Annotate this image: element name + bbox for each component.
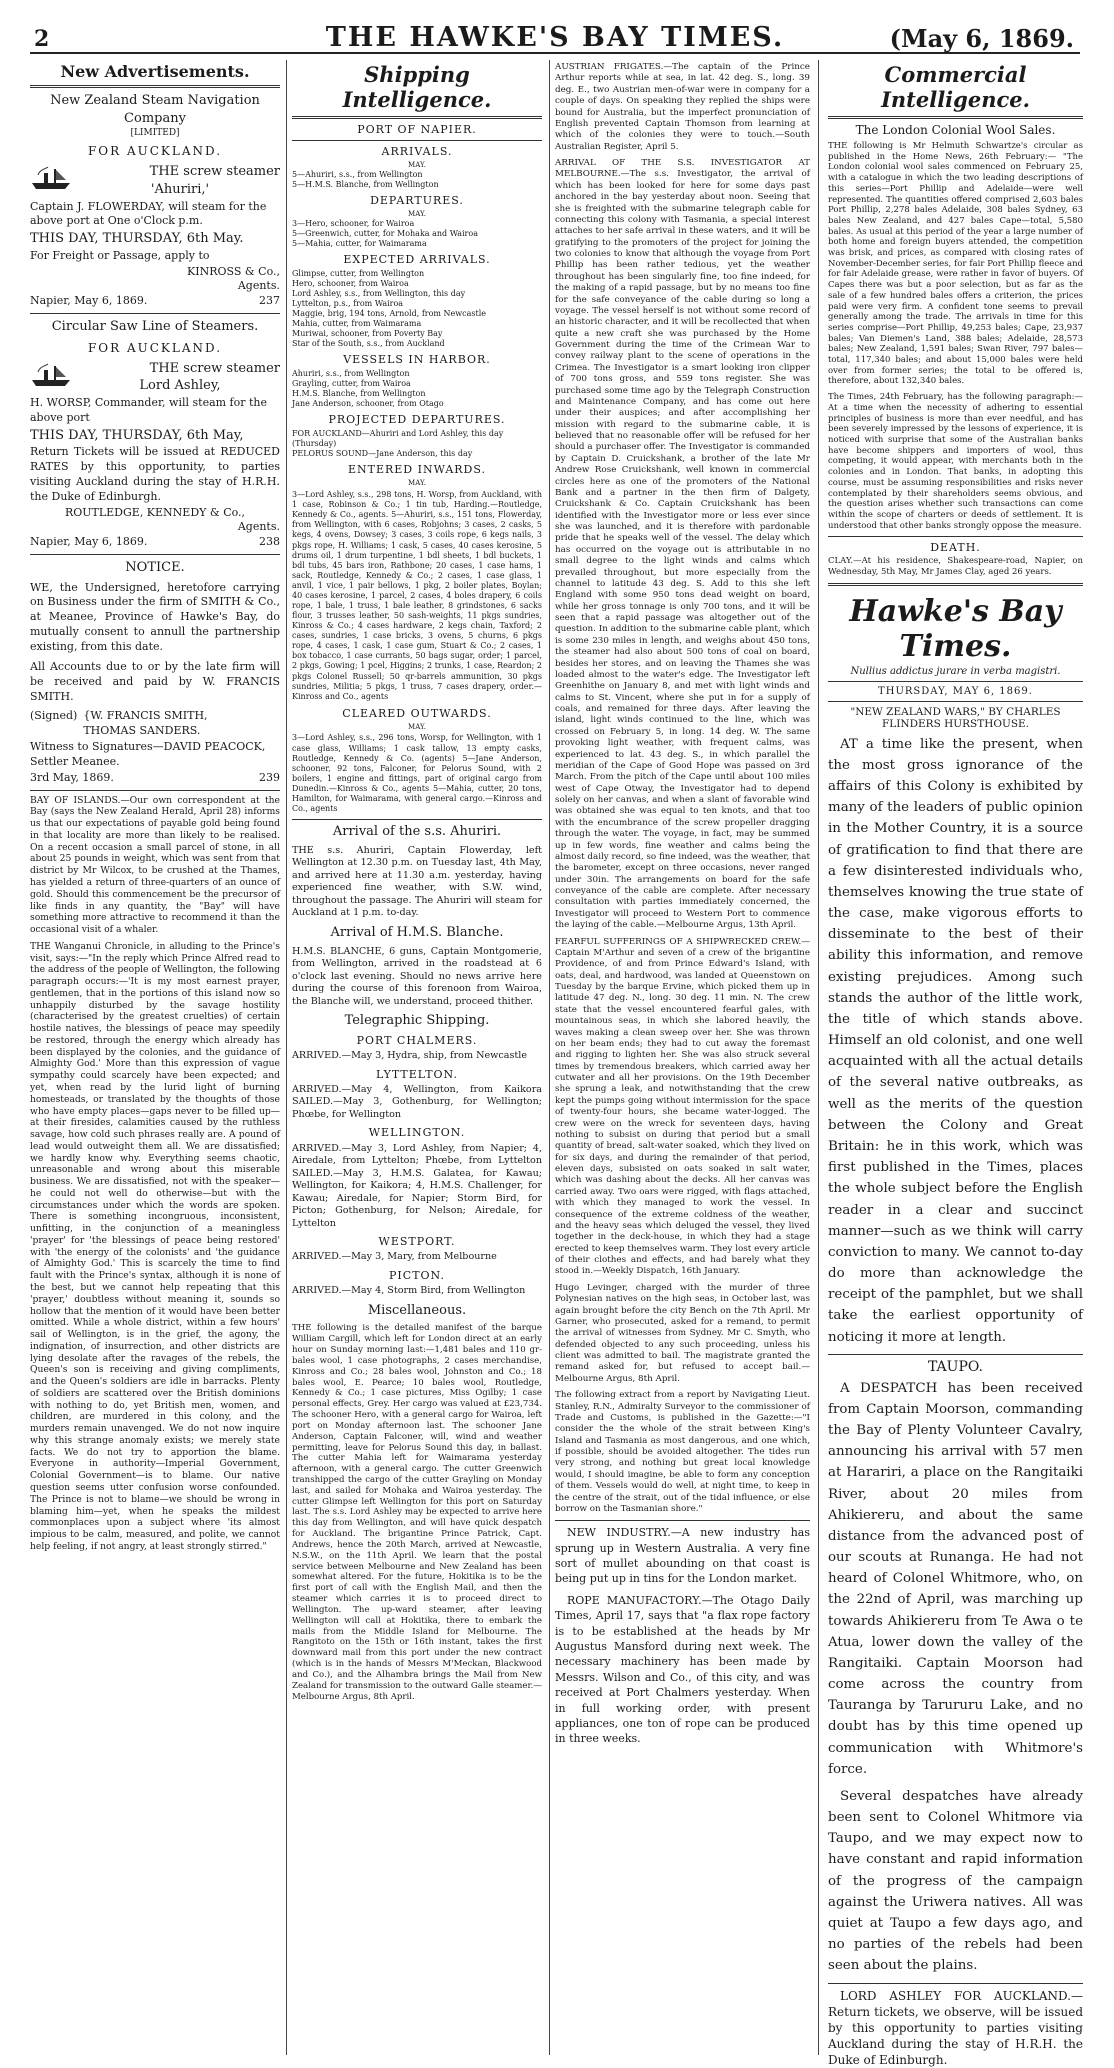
- column-1: [30, 60, 280, 2055]
- section-heading: New Advertisements.: [60, 62, 250, 81]
- telegraph-entry: ARRIVED.—May 3, Lord Ashley, from Napier; 4, Airedale, from Lyttelton; Phœbe, from Lyttelton SAILED.—May 3, H.M.S. Galatea, for Kawau; Wellington, for Kaikora; 4, H.M.S. Challenger, for Kawau; Airedale, for Napier; Storm Bird, for Picton; Gothenburg, for Nelson; Airedale, for Lyttelton: [292, 1142, 542, 1229]
- news-column-1: [30, 795, 280, 1553]
- ashley-article: [828, 1988, 1083, 2068]
- section-heading: Shipping Intelligence.: [342, 62, 492, 112]
- ad-body: H. WORSP, Commander, will steam for the above port: [30, 395, 268, 424]
- ad-agents: Agents.: [237, 279, 280, 293]
- death-heading: DEATH.: [930, 541, 981, 555]
- column-4: [828, 60, 1083, 2068]
- ad-company: Circular Saw Line of Steamers.: [51, 319, 259, 335]
- entered-text: 3—Lord Ashley, s.s., 298 tons, H. Worsp, from Auckland, with 1 case, Robinson & Co.; 1 tin tub, Harding.—Routledge, Kennedy & Co., agents. 5—Ahuriri, s.s., 151 tons, Flowerday, from Wellington, with 6 cases, Robjohns; 3 cases, 2 casks, 5 kegs, 4 ovens, Dowsey; 3 cases, 3 coils rope, 6 kegs nails, 3 pkgs rope, H. Williams; 1 cask, 5 cases, 40 cases kerosine, 5 drums oil, 1 drum turpentine, 1 bdl sheets, 1 bdl buckets, 1 bdl tubs, 45 bars iron, Rathbone; 20 cases, 1 case hams, 1 sack, Routledge, Kennedy & Co.; 2 cases, 1 case glass, 1 anvil, 1 vice, 1 pair bellows, 1 pkg, 2 boiler plates, Boylan; 40 cases kerosine, 1 parcel, 2 cases, 4 boles drapery, 6 coils rope, 1 bale, 1 truss, 1 bale leather, 8 grindstones, 6 sacks flour, 3 trusses leather, 50 sash-weights, 11 pkgs sundries, Kinross & Co.; 4 cases hardware, 2 kegs chain, Taxford; 2 cases, sundries, 1 case bricks, 3 ovens, 5 churns, 6 pkgs rope, 4 cases, 1 cask, 1 case gum, Stuart & Co.; 2 cases, 1 box tobacco, 1 case currants, 50 bags sugar, order; 1 parcel, 2 pkgs, Gowing; 1 pcel, Higgins; 2 trunks, 1 case, Reardon; 2 pkgs Colonel Russell; 50 qr-barrels ammunition, 30 pkgs sundries, Militia; 5 pkgs, 1 truss, 7 cases drapery, order.—Kinross and Co., agents: [292, 490, 542, 701]
- death-notice: CLAY.—At his residence, Shakespeare-road, Napier, on Wednesday, 5th May, Mr James Clay, aged 26 years.: [828, 556, 1083, 578]
- paragraph-investigator: ARRIVAL OF THE S.S. INVESTIGATOR AT MELBOURNE.—The s.s. Investigator, the arrival of which has been looked for here for some days past anchored in the bay yesterday about noon. Seeing that she is freighted with the submarine telegraph cable for connecting this colony with Tasmania, a special interest attaches to her safe arrival in these waters, and it will be gratifying to the promoters of the project for joining the two colonies to know that although the voyage from Port Phillip has been rather tedious, yet the weather throughout has been singularly fine, too fine indeed, for the making of a rapid passage, but by no means too fine for the safe conveyance of the cable during so long a voyage. The vessel herself is not without some record of an historic character, and it will be recollected that when quite a new craft she was purchased by the Home Government during the time of the Crimean War to convey railway plant to the scene of operations in the Crimea. The Investigator is a smart looking iron clipper of 700 tons gross, and 559 tons register. She was purchased some time ago by the Telegraph Construction and Maintenance Company, and has come out here under their auspices; and after accomplishing her mission with regard to the submarine cable, it is believed that no reasonable offer will be refused for her should a purchaser offer. The Investigator is commanded by Captain D. Cruickshank, a brother of the late Mr Andrew Rose Cruickshank, well known in commercial circles here as one of the promoters of the National Bank and a partner in the then firm of Dalgety, Cruickshank & Co. Captain Cruickshank has been identified with the Investigator more or less ever since she was launched, and it is therefore with pardonable pride that he speaks well of the vessel. The delay which has occurred on the voyage out is attributable in no small degree to the light winds and calms which prevailed throughout, but more especially from the channel to latitude 43 deg. S. Add to this she left England with some 950 tons dead weight on board, while her gross tonnage is only 700 tons, and it will be seen that a rapid passage was altogether out of the question. In addition to the submarine cable plant, which is some 230 miles in length, and weighs about 450 tons, the steamer had also about 500 tons of coal on board, besides her stores, and on leaving the Thames she was loaded almost to the water's edge. The Investigator left Greenhithe on January 8, and met with light winds and calms to St. Vincent, where she put in for a supply of coals, and remained for three days. After leaving the island, light winds continued to the line, which was crossed on February 5, in long. 14 deg. W. The same provoking light weather, with frequent calms, was experienced to lat. 43 deg. S., in which parallel the meridian of the Cape of Good Hope was passed on 3rd March. From the pitch of the Cape until about 100 miles west of Cape Otway, the Investigator had to depend solely on her canvas, and when a slant of favorable wind was obtained she was equal to ten knots, and that too with the encumbrance of the screw propeller dragging through the water. The voyage, in fact, may be summed up in few words, fine weather and calms being the almost daily record, so fine indeed, was the weather, that the barometer, except on three occasions, never ranged under 30in. The arrangements on board for the safe conveyance of the cable are complete. After necessary consultation with parties immediately concerned, the Investigator will proceed to Western Port to commence the laying of the cable.—Melbourne Argus, 13th April.: [555, 158, 810, 931]
- column-3: [555, 60, 810, 2055]
- divider: [30, 313, 280, 314]
- subheading: ENTERED INWARDS.: [347, 463, 487, 477]
- harbor-list: Ahuriri, s.s., from Wellington Grayling, cutter, from Wairoa H.M.S. Blanche, from Wellington Jane Anderson, schooner, from Otago: [292, 369, 444, 409]
- section-heading: Commercial Intelligence.: [881, 62, 1030, 112]
- subheading: VESSELS IN HARBOR.: [343, 353, 491, 367]
- arrivals-list: 5—Ahuriri, s.s., from Wellington 5—H.M.S. Blanche, from Wellington: [292, 169, 439, 189]
- ad-day: THIS DAY, THURSDAY, 6th May,: [30, 427, 244, 443]
- signature-1: W. FRANCIS SMITH,: [90, 709, 208, 723]
- ad-day: THIS DAY, THURSDAY, 6th May.: [30, 231, 244, 247]
- taupo-article: [828, 1378, 1083, 1977]
- paragraph-shipwreck: FEARFUL SUFFERINGS OF A SHIPWRECKED CREW.—Captain M'Arthur and seven of a crew of the brigantine Providence, of and from Prince Edward's Island, with oats, deal, and hardwood, was landed at Queenstown on Tuesday by the barque Ervine, which picked them up in latitude 47 deg. N., long. 30 deg. 11 min. N. The crew state that the vessel encountered fearful gales, with mountainous seas, in which she labored heavily, the waves making a clean sweep over her. She was thrown on her beam ends; they had to cut away the foremast and rigging to lighten her. She was also struck several times by tremendous breakers, which carried away her cutwater and all her provisions. On the 19th December she sprung a leak, and notwithstanding that the crew kept the pumps going without intermission for the space of twenty-four hours, she became water-logged. The crew were on the wreck for seventeen days, having nothing to subsist on during that period but a small quantity of bread, salt-water soaked, which they lived on for six days, and during the remainder of that period, eleven days, subsisted on oats soaked in salt water, which was dashing about the decks. All her canvas was carried away. Two oars were rigged, with flags attached, with which they managed to work the vessel. In consequence of the extreme coldness of the weather, and the heavy seas which deluged the vessel, they lived together in the deck-house, in which they had a stage erected to keep themselves warm. They lost every article of their clothes and effects, and had barely what they stood in.—Weekly Dispatch, 16th January.: [555, 936, 810, 1277]
- ad-intro: THE screw steamer: [149, 360, 280, 376]
- port-name: WESTPORT.: [378, 1234, 456, 1248]
- port-heading: PORT OF NAPIER.: [357, 123, 477, 136]
- taupo-heading: TAUPO.: [927, 1358, 983, 1375]
- subheading: DEPARTURES.: [370, 193, 464, 207]
- port-name: WELLINGTON.: [368, 1126, 466, 1140]
- header-date: (May 6, 1869.: [889, 24, 1074, 53]
- month-label: MAY.: [408, 209, 426, 218]
- masthead: Hawke's Bay Times.: [849, 593, 1062, 664]
- divider: [292, 116, 542, 119]
- subheading: Arrival of H.M.S. Blanche.: [330, 924, 504, 940]
- notice-title: NOTICE.: [125, 560, 185, 576]
- ad-destination: FOR AUCKLAND.: [87, 144, 223, 159]
- shipping-news: [292, 824, 542, 1702]
- ad-place: Napier, May 6, 1869.: [30, 294, 148, 308]
- column-2: [292, 60, 542, 2055]
- paragraph-wanganui: THE Wanganui Chronicle, in alluding to the Prince's visit, says:—"In the reply which Prince Alfred read to the address of the people of Wellington, the following paragraph occurs:—'It is my most earnest prayer, gentlemen, that in the portions of this island now so unhappily disturbed by the savage hostility (characterised by the greatest cruelties) of certain hostile natives, the blessings of peace may speedily be restored, through the energy which already has been displayed by the colonies, and the guidance of Almighty God.' More than this expression of vague sympathy could scarcely have been expected; and yet, when read by the lurid light of burning homesteads, or translated by the thoughts of those who have empty places—gaps never to be filled up—at their firesides, calamities caused by the ruthless savage, how cold such phrases really are. A pound of lead would outweight them all. We are dissatisfied; we hardly know why. Everything seems chaotic, unreasonable and wrong about this miserable business. We are dissatisfied, not with the speaker—he could not well do otherwise—but with the circumstances under which the words are spoken. There is something incongruous, inconsistent, unfitting, in the conjunction of a meaningless 'prayer' for 'the blessings of peace being restored' with 'the energy of the colonists' and 'the guidance of Almighty God.' This is scarcely the time to find fault with the Prince's syntax, although it is none of the best, but we cannot help repeating that this 'prayer,' doubtless without meaning it, sounds so hollow that the mention of it would have been better omitted. While a whole district, within a few hours' sail of Wellington, is in the grief, the agony, the indignation, of insurrection, and other districts are lying desolate after the ravages of the rebels, the Queen's son is receiving and giving compliments, and the Queen's soldiers are idle in barracks. Plenty of soldiers are scattered over the British dominions with nothing to do, yet British men, women, and children, are murdered in this colony, and the murders remain unavenged. We do not now inquire why this strange anomaly exists; we merely state facts. We do not try to apportion the blame. Everyone in authority—Imperial Government, Colonial Government—is to blame. Our native question seems utter confusion worse confounded. The Prince is not to blame—we should be wrong in blaming him—yet, when he speaks the mildest commonplaces upon a subject where 'its almost impious to be calm, measured, and polite, we cannot help feeling, if not angry, at least strongly stirred.": [30, 940, 280, 1552]
- leader-body: AT a time like the present, when the most gross ignorance of the affairs of this Colony is exhibited by many of the leaders of public opinion in the Mother Country, it is a source of gratification to find that there are a few disinterested individuals who, themselves knowing the true state of the case, make vigorous efforts to disseminate to the best of their ability this information, and remove existing prejudices. Among such stands the author of the little work, the title of which stands above. Himself an old colonist, and one well acquainted with all the actual details of the several native outbreaks, as well as the merits of the question between the Colony and Great Britain: he in this work, which was first published in the Times, places the whole subject before the English reader in a clear and succinct manner—such as we think will carry conviction to many. We cannot to-day do more than acknowledge the receipt of the pamphlet, but we shall take the earliest opportunity of noticing it more at length.: [828, 736, 1083, 1345]
- month-label: MAY.: [408, 479, 426, 488]
- projected-list: FOR AUCKLAND—Ahuriri and Lord Ashley, this day (Thursday) PELORUS SOUND—Jane Anderson, this day: [292, 429, 504, 459]
- issue-date: THURSDAY, MAY 6, 1869.: [878, 685, 1033, 697]
- ad-body: Captain J. FLOWERDAY, will steam for the above port at One o'Clock p.m.: [30, 199, 267, 228]
- steamer-icon: [30, 360, 74, 388]
- page-header: [30, 22, 1080, 54]
- leader-title: "NEW ZEALAND WARS," BY CHARLES FLINDERS HURSTHOUSE.: [850, 705, 1061, 730]
- month-label: MAY.: [408, 160, 426, 169]
- telegraph-entry: ARRIVED.—May 4, Wellington, from Kaikora SAILED.—May 3, Gothenburg, for Wellington; Phœbe, for Wellington: [292, 1083, 542, 1120]
- commercial-text: [828, 141, 1083, 531]
- page-number: 2: [34, 26, 50, 52]
- subheading: ARRIVALS.: [381, 145, 453, 158]
- signature-2: THOMAS SANDERS.: [83, 724, 201, 738]
- ad-note: Return Tickets will be issued at REDUCED RATES by this opportunity, to parties visiting Auckland during the stay of H.R.H. the Duke of Edinburgh.: [30, 445, 280, 503]
- paragraph-ahuriri: THE s.s. Ahuriri, Captain Flowerday, left Wellington at 12.30 p.m. on Tuesday last, 4th May, and arrived here at 11.30 a.m. yesterday, having experienced fine weather, with S.W. wind, throughout the passage. The Ahuriri will steam for Auckland at 1 p.m. to-day.: [292, 844, 542, 919]
- paragraph-rope-factory: ROPE MANUFACTORY.—The Otago Daily Times, April 17, says that "a flax rope factory is to be established at the heads by Mr Augustus Mansford during next week. The necessary machinery has been made by Messrs. Wilson and Co., of this city, and was received at Port Chalmers yesterday. When in full working order, with present appliances, one ton of rope can be produced in three weeks.: [555, 1593, 810, 1746]
- advertisement-ahuriri: [30, 92, 280, 309]
- ad-company: New Zealand Steam Navigation Company: [50, 93, 260, 126]
- paragraph-new-industry: NEW INDUSTRY.—A new industry has sprung up in Western Australia. A very fine sort of mullet abounding on that coast is being put up in tins for the London market.: [555, 1526, 810, 1586]
- leader-article: [828, 734, 1083, 1348]
- departures-list: 3—Hero, schooner, for Wairoa 5—Greenwich, cutter, for Mohaka and Wairoa 5—Mahia, cutter, for Waimarama: [292, 218, 478, 248]
- port-name: LYTTELTON.: [376, 1067, 458, 1081]
- notice-body: WE, the Undersigned, heretofore carrying on Business under the firm of SMITH & Co., at Meanee, Province of Hawke's Bay, do mutually consent to annull the partnership existing, from this date.: [30, 580, 280, 654]
- telegraph-entry: ARRIVED.—May 3, Hydra, ship, from Newcastle: [292, 1050, 528, 1062]
- ashley-body: LORD ASHLEY FOR AUCKLAND.—Return tickets, we observe, will be issued by this opportunity to parties visiting Auckland during the stay of H.R.H. the Duke of Edinburgh.: [828, 1988, 1083, 2068]
- paragraph-blanche: H.M.S. BLANCHE, 6 guns, Captain Montgomerie, from Wellington, arrived in the roadstead at 6 o'clock last evening. Should no news arrive here during the course of this forenoon from Wairoa, the Blanche will, we understand, proceed thither.: [292, 945, 542, 1007]
- paragraph-stanley: The following extract from a report by Navigating Lieut. Stanley, R.N., Admiralty Surveyor to the commissioner of Trade and Customs, is published in the Gazette:—"I consider the the whole of the strait between King's Island and Tasmania as most dangerous, and one which, if possible, should be avoided altogether. The tides run very strong, and nothing but great local knowledge would, I should imagine, be able to form any conception of them. Vessels would do well, at night time, to keep in the centre of the strait, out of the tidal influence, or else borrow on the Tasmanian shore.": [555, 1390, 810, 1514]
- notice-number: 239: [259, 770, 280, 784]
- subheading: Miscellaneous.: [367, 1302, 467, 1318]
- column-divider: [286, 60, 287, 2055]
- telegraph-entry: ARRIVED.—May 3, Mary, from Melbourne: [292, 1251, 497, 1263]
- ad-number: 237: [259, 294, 280, 308]
- ad-ship-name: 'Ahuriri,': [150, 181, 210, 197]
- ad-ship-name: Lord Ashley,: [139, 378, 221, 394]
- subheading: PROJECTED DEPARTURES.: [328, 413, 506, 427]
- telegraph-entry: ARRIVED.—May 4, Storm Bird, from Wellington: [292, 1285, 526, 1297]
- taupo-body-2: Several despatches have already been sent to Colonel Whitmore via Taupo, and we may expect now to have constant and rapid information of the progress of the campaign against the Uriwera natives. All was quiet at Taupo a few days ago, and no parties of the rebels had been seen about the plains.: [828, 1788, 1083, 1974]
- paragraph-bay-of-islands: BAY OF ISLANDS.—Our own correspondent at the Bay (says the New Zealand Herald, April 28) informs us that our expectations of payable gold being found in that locality are more than likely to be realised. On a recent occasion a small parcel of stone, in all about 25 pounds in weight, which was sent from that district by Mr Wilcox, to be crushed at the Thames, has yielded a return of three-quarters of an ounce of gold. Should this commencement be the precursor of like finds in any quantity, the "Bay" will have something more attractive to recommend it than the occasional visit of a whaler.: [30, 794, 280, 936]
- ad-agent: ROUTLEDGE, KENNEDY & Co.,: [64, 505, 246, 519]
- notice-witness: Witness to Signatures—DAVID PEACOCK, Settler Meanee.: [30, 740, 266, 768]
- paragraph-miscellaneous: THE following is the detailed manifest of the barque William Cargill, which left for London direct at an early hour on Sunday morning last:—1,481 bales and 110 gr-bales wool, 1 case photographs, 2 cases merchandise, Kinross and Co.; 28 bales wool, Johnston and Co.; 18 bales wool, E. Pearce; 10 bales wool, Routledge, Kennedy & Co.; 1 case pictures, Miss Ogilby; 1 case personal effects, Grey. Her cargo was valued at £23,734. The schooner Hero, with a general cargo for Wairoa, left port on Monday afternoon last. The schooner Jane Anderson, Captain Falconer, will, wind and weather permitting, leave for Pelorus Sound this day, in ballast. The cutter Mahia left for Waimarama yesterday afternoon, with a general cargo. The cutter Greenwich transhipped the cargo of the cutter Grayling on Monday last, and sailed for Mohaka and Wairoa yesterday. The cutter Glimpse left Wellington for this port on Saturday last. The s.s. Lord Ashley may be expected to arrive here this day from Wellington, and will have quick despatch for Auckland. The brigantine Prince Patrick, Capt. Andrews, hence the 20th March, arrived at Newcastle, N.S.W., on the 11th April. We learn that the postal service between Melbourne and New Zealand has been somewhat altered. For the future, Hokitika is to be the first port of call with the English Mail, and then the steamer which carries it is to proceed direct to Wellington. The up-ward steamer, after leaving Wellington will call at Hokitika, there to embark the mails from the Middle Island for Melbourne. The Rangitoto on the 15th or 16th instant, takes the first downward mail from this port under the new contract (which is in the hands of Messrs M'Meckan, Blackwood and Co.), and the Alhambra brings the Mail from New Zealand for transmission to the outward Galle steamer.—Melbourne Argus, 8th April.: [292, 1323, 542, 1702]
- news-column-3: [555, 62, 810, 1515]
- ad-number: 238: [259, 535, 280, 549]
- masthead-motto: Nullius addictus jurare in verba magistri.: [850, 665, 1061, 677]
- divider: [30, 554, 280, 555]
- ad-agent: KINROSS & Co.,: [187, 264, 280, 278]
- column-divider: [818, 60, 819, 2055]
- notice-signed: (Signed): [30, 709, 78, 723]
- notice-body-2: All Accounts due to or by the late firm will be received and paid by W. FRANCIS SMITH.: [30, 659, 280, 703]
- ad-intro: THE screw steamer: [149, 164, 280, 180]
- subheading: EXPECTED ARRIVALS.: [343, 252, 491, 266]
- paragraph-levinger: Hugo Levinger, charged with the murder of three Polynesian natives on the high seas, in October last, was again brought before the city Bench on the 7th April. Mr Garner, who prosecuted, asked for a remand, to permit the arrival of witnesses from Sydney. Mr C. Smyth, who defended objected to any such proceeding, unless his client was admitted to bail. The magistrate granted the remand asked for, but refused to accept bail.—Melbourne Argus, 8th April.: [555, 1282, 810, 1384]
- ad-limited: [LIMITED]: [130, 128, 180, 139]
- newspaper-title: THE HAWKE'S BAY TIMES.: [325, 22, 785, 53]
- expected-list: Glimpse, cutter, from Wellington Hero, schooner, from Wairoa Lord Ashley, s.s., from Wellington, this day Lyttelton, p.s., from Wairoa Maggie, brig, 194 tons, Arnold, from Newcastle Mahia, cutter, from Waimarama Muriwai, schooner, from Poverty Bay Star of the South, s.s., from Auckland: [292, 268, 486, 349]
- ad-apply: For Freight or Passage, apply to: [30, 248, 210, 262]
- ad-destination: FOR AUCKLAND.: [87, 340, 223, 355]
- paragraph-wool-sales: THE following is Mr Helmuth Schwartze's circular as published in the Home News, 26th February:— "The London colonial wool sales commenced on February 25, with a catalogue in which the two leading descriptions of this series—Port Phillip and Adelaide—were well represented. The quantities offered comprised 2,603 bales Port Phillip, 2,278 bales Adelaide, 308 bales Sydney, 63 bales New Zealand, and 427 bales Cape—total, 5,580 bales. As usual at this period of the year a large number of both home and foreign buyers attended, the competition was brisk, and prices, as compared with closing rates of November-December series, for fair Port Phillip fleece and for fair Adelaide grease, were rather in favor of buyers. Of Capes there was but a poor selection, but as far as the sale of a few hundred bales offers a criterion, the prices paid were very firm. A confident tone seems to prevail generally among the trade. The arrivals in time for this series comprise—Port Phillip, 49,253 bales; Cape, 23,937 bales; Van Diemen's Land, 388 bales; Adelaide, 28,573 bales; New Zealand, 1,591 bales; Swan River, 797 bales—total, 117,340 bales; and about 15,000 bales were held over from former series; the total to be offered is, therefore, about 132,340 bales.: [828, 141, 1083, 387]
- divider: [30, 790, 280, 791]
- subheading: The London Colonial Wool Sales.: [855, 123, 1056, 137]
- ad-place: Napier, May 6, 1869.: [30, 535, 148, 549]
- steamer-icon: [30, 163, 74, 191]
- notice-date: 3rd May, 1869.: [30, 770, 114, 784]
- port-name: PICTON.: [389, 1268, 445, 1282]
- subheading: CLEARED OUTWARDS.: [342, 706, 492, 720]
- port-name: PORT CHALMERS.: [356, 1033, 478, 1047]
- paragraph-austrian-frigates: AUSTRIAN FRIGATES.—The captain of the Prince Arthur reports while at sea, in lat. 42 deg. S., long. 39 deg. E., two Austrian men-of-war were in company for a couple of days. On speaking they replied the ships were bound for Australia, but the imperfect pronunciation of English prevented Captain Thomson from learning at which of the colonies they were to touch.—South Australian Register, April 5.: [555, 62, 810, 152]
- shipping-lists: [292, 145, 542, 814]
- ad-agents: Agents.: [237, 520, 280, 534]
- advertisement-lord-ashley: [30, 318, 280, 550]
- news-column-3-lower: [555, 1525, 810, 1746]
- notice: NOTICE. WE, the Undersigned, heretofore carrying on Business under the firm of SMITH & Co., at Meanee, Province of Hawke's Bay, do mutually consent to annull the partnership existing, from this date. All Accounts due to or by the late firm will be received and paid by W. FRANCIS SMITH. (Signed) {W. FRANCIS SMITH, THOMAS SANDERS. Witness to Signatures—DAVID PEACOCK, Settler Meanee. 3rd May, 1869. 239: [30, 560, 280, 784]
- month-label: MAY.: [408, 722, 426, 731]
- subheading: Arrival of the s.s. Ahuriri.: [332, 824, 502, 840]
- cleared-text: 3—Lord Ashley, s.s., 296 tons, Worsp, for Wellington, with 1 case glass, Williams; 1 cask tallow, 13 empty casks, Routledge, Kennedy & Co. (agents) 5—Jane Anderson, schooner, 92 tons, Falconer, for Pelorus Sound, with 2 boilers, 1 engine and fittings, part of original cargo from Dunedin.—Kinross & Co., agents 5—Mahia, cutter, 20 tons, Hamilton, for Waimarama, with general cargo.—Kinross and Co., agents: [292, 733, 542, 814]
- taupo-body: A DESPATCH has been received from Captain Moorson, commanding the Bay of Plenty Volunteer Cavalry, announcing his arrival with 57 men at Harariri, a place on the Rangitaiki River, about 20 miles from Ahikiereru, and about the same distance from the advanced post of our scouts at Runanga. He had not heard of Colonel Whitmore, who, on the 22nd of April, was marching up towards Ahikiereru from Te Awa o te Atua, lower down the valley of the Rangitaiki. Captain Moorson had come across the country from Tauranga by Tarururu Lake, and no doubt has by this time opened up communication with Whitmore's force.: [828, 1380, 1083, 1777]
- subheading: Telegraphic Shipping.: [344, 1013, 490, 1029]
- divider: [30, 85, 280, 88]
- paragraph-times: The Times, 24th February, has the following paragraph:— At a time when the necessity of adhering to essential principles of business is more than ever needful, and has been severely impressed by the lessons of experience, it is noticed with surprise that some of the Australian banks have become shippers and importers of wool, thus competing, it would appear, with merchants both in the colonies and in London. That banks, in adopting this course, must be assuming responsibilities and risks never contemplated by their shareholders seems obvious, and the question arises whether such transactions can come within the scope of charters or deeds of settlement. It is understood that other banks strongly oppose the measure.: [828, 392, 1083, 531]
- column-divider: [549, 60, 550, 2055]
